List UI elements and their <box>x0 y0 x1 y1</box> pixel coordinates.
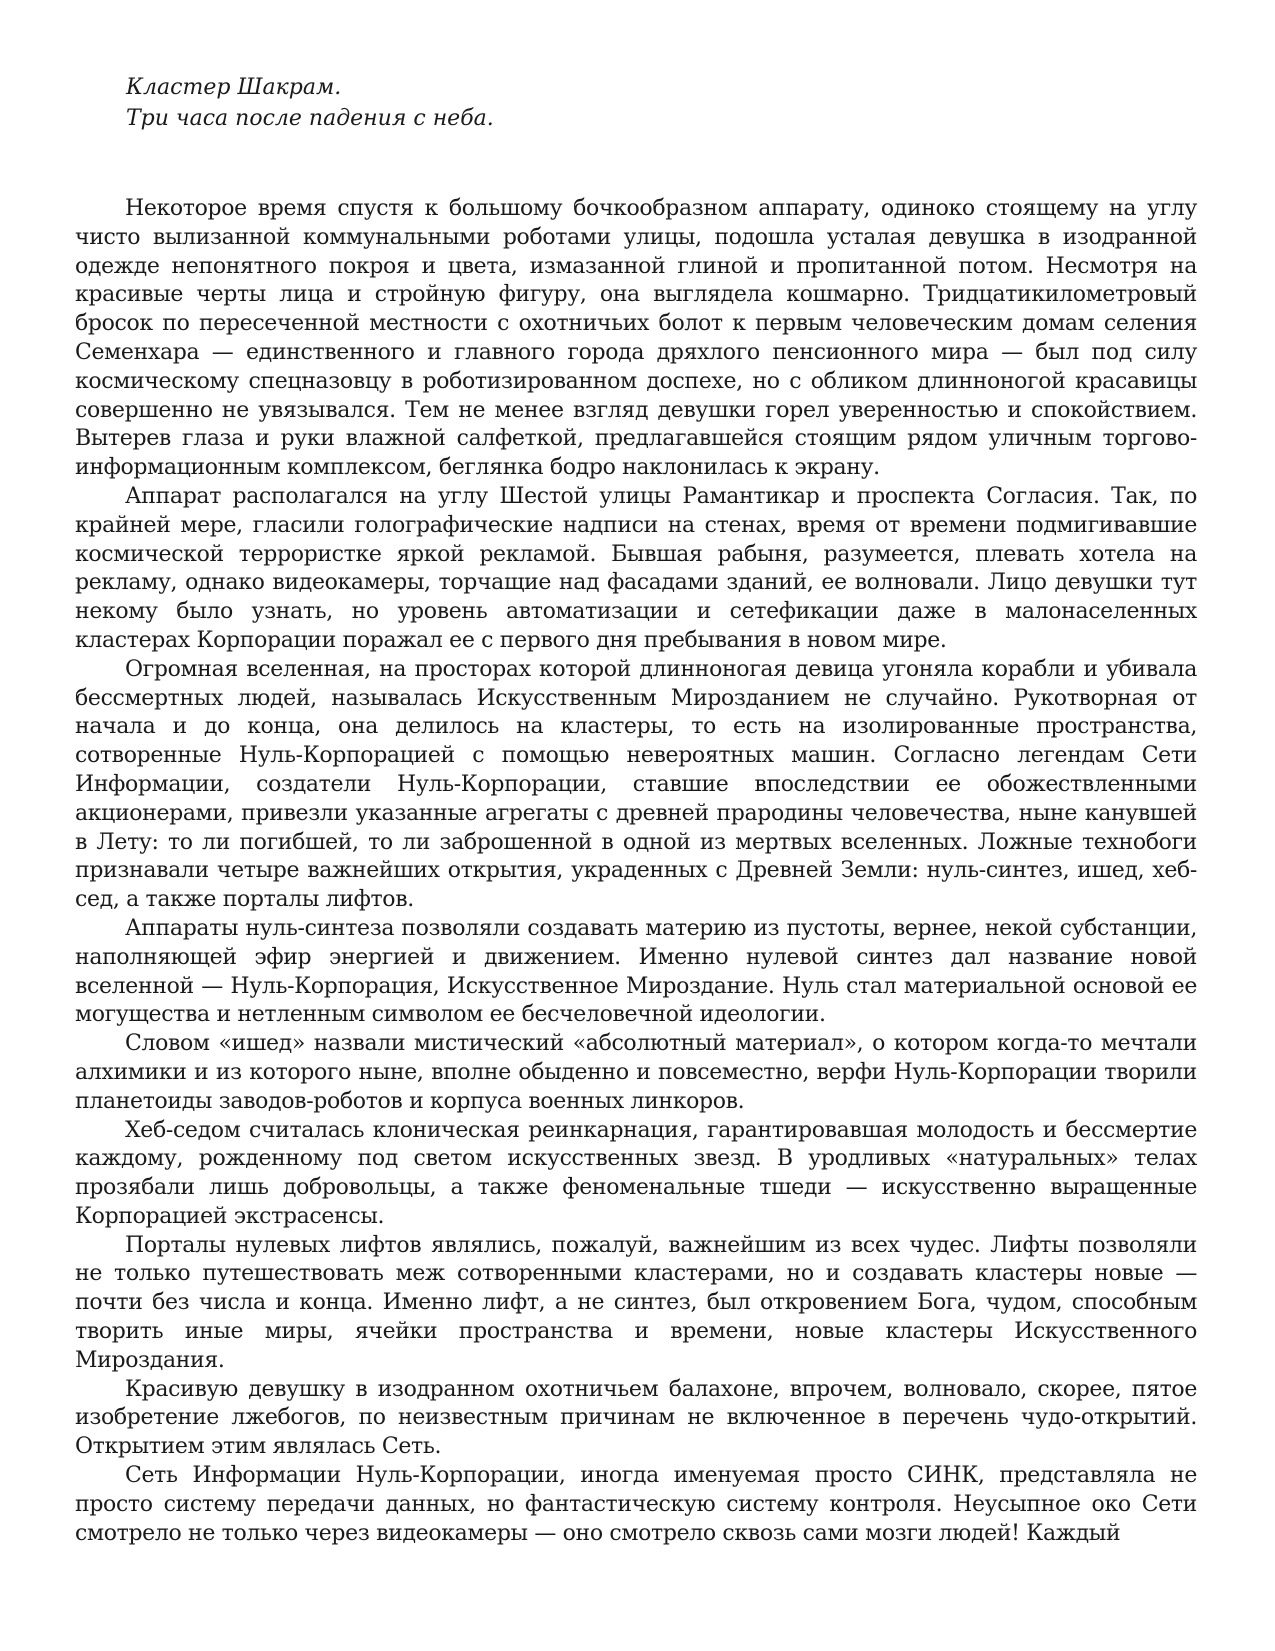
paragraph: Аппарат располагался на углу Шестой улицы Рамантикар и проспекта Согласия. Так, по крайней мере, гласили голографические надписи на стенах, время от времени подмигивавшие космической террористке яркой рекламой. Бывшая рабыня, разумеется, плевать хотела на рекламу, однако видеокамеры, торчащие над фасадами зданий, ее волновали. Лицо девушки тут некому было узнать, но уровень автоматизации и сетефикации даже в малонаселенных кластерах Корпорации поражал ее с первого дня пребывания в новом мире. <box>75 483 1197 653</box>
paragraph: Порталы нулевых лифтов являлись, пожалуй, важнейшим из всех чудес. Лифты позволяли не только путешествовать меж сотворенными кластерами, но и создавать кластеры новые — почти без числа и конца. Именно лифт, а не синтез, был откровением Бога, чудом, способным творить иные миры, ячейки пространства и времени, новые кластеры Искусственного Мироздания. <box>75 1232 1197 1373</box>
heading-time: Три часа после падения с неба. <box>126 106 494 131</box>
chapter-heading <box>126 72 1126 134</box>
paragraph: Хеб-седом считалась клоническая реинкарнация, гарантировавшая молодость и бессмертие каждому, рожденному под светом искусственных звезд. В уродливых «натуральных» телах прозябали лишь добровольцы, а также феноменальные тшеди — искусственно выращенные Корпорацией экстрасенсы. <box>75 1117 1197 1229</box>
paragraph: Огромная вселенная, на просторах которой длинноногая девица угоняла корабли и убивала бессмертных людей, называлась Искусственным Мирозданием не случайно. Рукотворная от начала и до конца, она делилось на кластеры, то есть на изолированные пространства, сотворенные Нуль-Корпорацией с помощью невероятных машин. Согласно легендам Сети Информации, создатели Нуль-Корпорации, ставшие впоследствии ее обожествленными акционерами, привезли указанные агрегаты с древней прародины человечества, ныне канувшей в Лету: то ли погибшей, то ли заброшенной в одной из мертвых вселенных. Ложные технобоги признавали четыре важнейших открытия, украденных с Древней Земли: нуль-синтез, ишед, хеб-сед, а также порталы лифтов. <box>75 656 1197 913</box>
paragraph: Сеть Информации Нуль-Корпорации, иногда именуемая просто СИНК, представляла не просто систему передачи данных, но фантастическую систему контроля. Неусыпное око Сети смотрело не только через видеокамеры — оно смотрело сквозь сами мозги людей! Каждый <box>75 1463 1197 1546</box>
heading-location: Кластер Шакрам. <box>126 75 342 100</box>
paragraph: Некоторое время спустя к большому бочкообразном аппарату, одиноко стоящему на углу чисто вылизанной коммунальными роботами улицы, подошла усталая девушка в изодранной одежде непонятного покроя и цвета, измазанной глиной и пропитанной потом. Несмотря на красивые черты лица и стройную фигуру, она выглядела кошмарно. Тридцатикилометровый бросок по пересеченной местности с охотничьих болот к первым человеческим домам селения Семенхара — единственного и главного города дряхлого пенсионного мира — был под силу космическому спецназовцу в роботизированном доспехе, но с обликом длинноногой красавицы совершенно не увязывался. Тем не менее взгляд девушки горел уверенностью и спокойствием. Вытерев глаза и руки влажной салфеткой, предлагавшейся стоящим рядом уличным торгово-информационным комплексом, беглянка бодро наклонилась к экрану. <box>75 196 1197 481</box>
paragraph: Словом «ишед» назвали мистический «абсолютный материал», о котором когда-то мечтали алхимики и из которого ныне, вполне обыденно и повсеместно, верфи Нуль-Корпорации творили планетоиды заводов-роботов и корпуса военных линкоров. <box>75 1031 1197 1114</box>
paragraph: Аппараты нуль-синтеза позволяли создавать материю из пустоты, вернее, некой субстанции, наполняющей эфир энергией и движением. Именно нулевой синтез дал название новой вселенной — Нуль-Корпорация, Искусственное Мироздание. Нуль стал материальной основой ее могущества и нетленным символом ее бесчеловечной идеологии. <box>75 915 1197 1028</box>
body-text <box>75 195 1197 1548</box>
paragraph: Красивую девушку в изодранном охотничьем балахоне, впрочем, волновало, скорее, пятое изобретение лжебогов, по неизвестным причинам не включенное в перечень чудо-открытий. Открытием этим являлась Сеть. <box>75 1376 1197 1460</box>
